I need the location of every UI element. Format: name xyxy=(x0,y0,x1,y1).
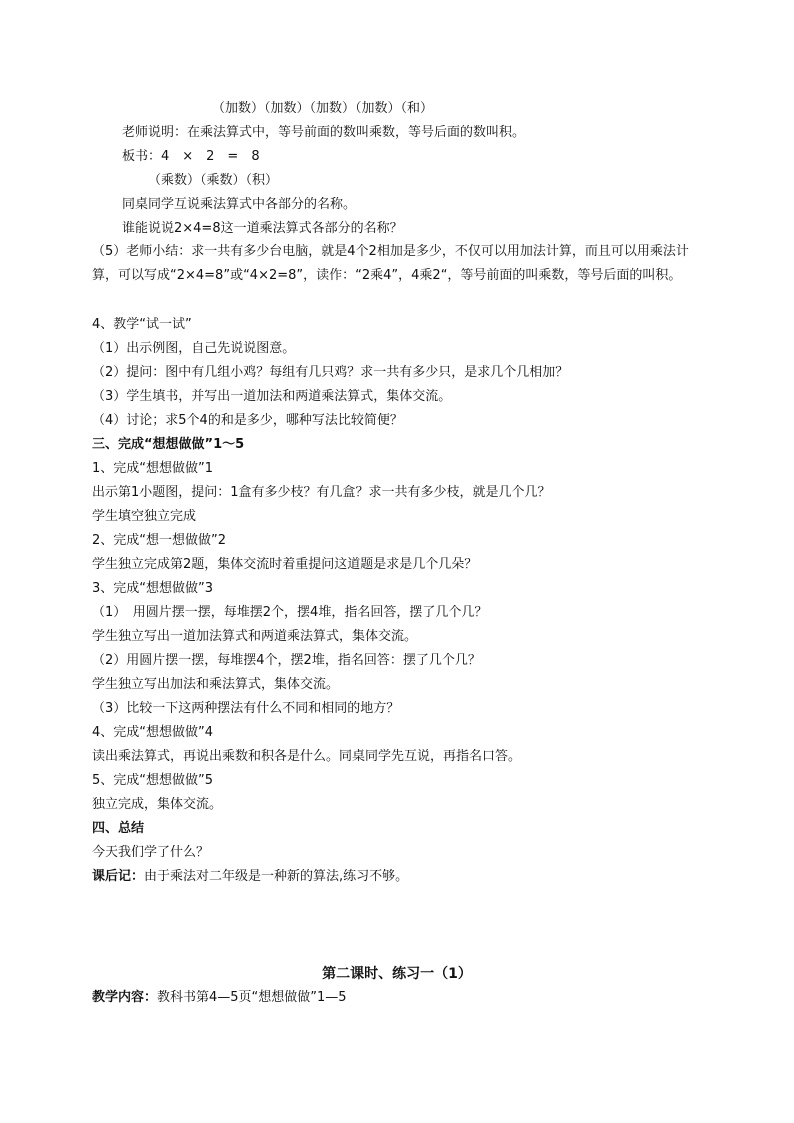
teaching-content-label: 教学内容： xyxy=(92,990,158,1005)
factor-labels: （乘数）（乘数）（积） xyxy=(148,173,279,188)
step-3: （3）学生填书，并写出一道加法和两道乘法算式，集体交流。 xyxy=(92,389,452,404)
exercise-2-heading: 2、完成“想一想做做”2 xyxy=(92,533,227,548)
exercise-4-heading: 4、完成“想想做做”4 xyxy=(92,725,214,740)
step-4: （4）讨论；求5个4的和是多少，哪种写法比较简便？ xyxy=(92,413,403,428)
exercise-2-detail: 学生独立完成第2题，集体交流时着重提问这道题是求是几个几朵？ xyxy=(92,557,478,572)
after-class-note-text: 由于乘法对二年级是一种新的算法,练习不够。 xyxy=(144,869,409,884)
teacher-explanation: 老师说明：在乘法算式中，等号前面的数叫乘数，等号后面的数叫积。 xyxy=(122,125,526,140)
after-class-note-label: 课后记： xyxy=(92,869,145,884)
exercise-1-detail: 出示第1小题图，提问：1盒有多少枝？有几盒？求一共有多少枝，就是几个几？ xyxy=(92,485,551,500)
exercise-1-note: 学生填空独立完成 xyxy=(92,509,197,524)
section-item-4: 4、教学“试一试” xyxy=(92,317,192,332)
lesson-title: 第二课时、练习一（1） xyxy=(322,966,472,982)
exercise-5-heading: 5、完成“想想做做”5 xyxy=(92,773,214,788)
question-line: 谁能说说2×4=8这一道乘法算式各部分的名称？ xyxy=(122,221,403,236)
exercise-3-step-3: （3）比较一下这两种摆法有什么不同和相同的地方？ xyxy=(92,701,400,716)
exercise-3-step-1-note: 学生独立写出一道加法算式和两道乘法算式，集体交流。 xyxy=(92,629,418,644)
teaching-content-text: 教科书第4—5页“想想做做”1—5 xyxy=(157,990,347,1005)
summary-question: 今天我们学了什么？ xyxy=(92,845,210,860)
exercise-3-step-2-note: 学生独立写出加法和乘法算式，集体交流。 xyxy=(92,677,340,692)
addend-labels: （加数）（加数）（加数）（加数）（和） xyxy=(212,101,434,116)
step-1: （1）出示例图，自己先说说图意。 xyxy=(92,341,296,356)
exercise-3-heading: 3、完成“想想做做”3 xyxy=(92,581,214,596)
exercise-1-heading: 1、完成“想想做做”1 xyxy=(92,461,214,476)
step-2: （2）提问：图中有几组小鸡？每组有几只鸡？求一共有多少只，是求几个几相加？ xyxy=(92,365,569,380)
section-heading-4: 四、总结 xyxy=(92,821,145,836)
board-writing: 板书：4 × 2 = 8 xyxy=(122,149,260,164)
exercise-3-step-1: （1） 用圆片摆一摆，每堆摆2个，摆4堆，指名回答，摆了几个几？ xyxy=(92,605,488,620)
exercise-4-detail: 读出乘法算式，再说出乘数和积各是什么。同桌同学先互说，再指名口答。 xyxy=(92,749,522,764)
after-class-note xyxy=(92,867,732,887)
teacher-summary: （5）老师小结：求一共有多少台电脑，就是4个2相加是多少，不仅可以用加法计算，而且可以用乘法计算，可以写成“2×4=8”或“4×2=8”，读作：“2乘4”，4乘2“，等号前面的叫乘数，等号后面的叫积。 xyxy=(92,244,689,283)
teaching-content xyxy=(92,988,732,1008)
section-heading-3: 三、完成“想想做做”1～5 xyxy=(92,437,245,452)
exercise-3-step-2: （2）用圆片摆一摆，每堆摆4个，摆2堆，指名回答：摆了几个几？ xyxy=(92,653,481,668)
pair-discussion: 同桌同学互说乘法算式中各部分的名称。 xyxy=(122,197,357,212)
exercise-5-detail: 独立完成，集体交流。 xyxy=(92,797,223,812)
